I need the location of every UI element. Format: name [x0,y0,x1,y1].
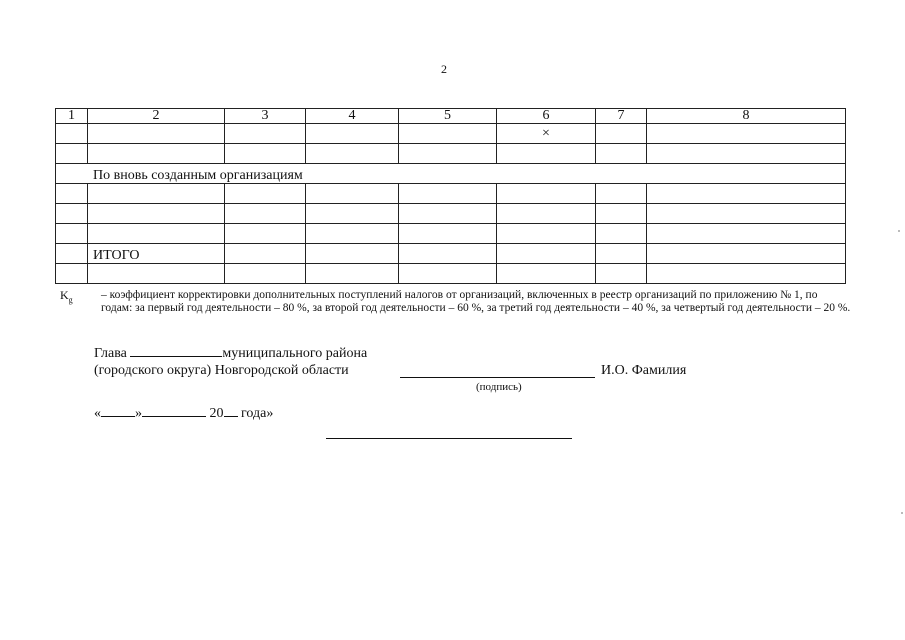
table-header-row [56,109,846,124]
cross-mark: × [497,124,596,144]
header-cell: 5 [399,109,497,124]
header-cell: 1 [56,109,88,124]
header-cell: 3 [225,109,306,124]
signer-name: И.О. Фамилия [601,363,687,378]
closing-line [326,438,572,439]
total-row [56,244,846,264]
table-row [56,124,846,144]
table-row [56,224,846,244]
header-cell: 6 [497,109,596,124]
new-organizations-label: По вновь созданным организациям [56,164,846,184]
table-row [56,264,846,284]
header-cell: 7 [596,109,647,124]
header-cell: 4 [306,109,399,124]
scan-artifact [901,512,903,514]
scan-artifact [898,230,900,232]
table-row [56,204,846,224]
signature-line-1: Глава муниципального района [94,346,368,361]
section-row [56,164,846,184]
coefficient-description: – коэффициент корректировки дополнительных поступлений налогов от организаций, включенных в реестр организаций по приложению № 1, по годам: за первый год деятельности – 80 %, за второй год деятельности – 60 %, за третий год деятельности – 40 %, за четвертый год деятельности – 20 %. [101,289,851,314]
report-table [55,108,846,284]
header-cell: 2 [88,109,225,124]
signature-field-line [400,377,595,378]
coefficient-symbol: $K_g$ [60,288,73,305]
signature-line-2: (городского округа) Новгородской области [94,363,349,378]
header-cell: 8 [647,109,846,124]
signature-caption: (подпись) [476,381,522,393]
table-row [56,144,846,164]
table-row [56,184,846,204]
total-label: ИТОГО [88,244,225,264]
page-number: 2 [441,62,447,76]
date-line: « » 20 года» [94,406,274,421]
